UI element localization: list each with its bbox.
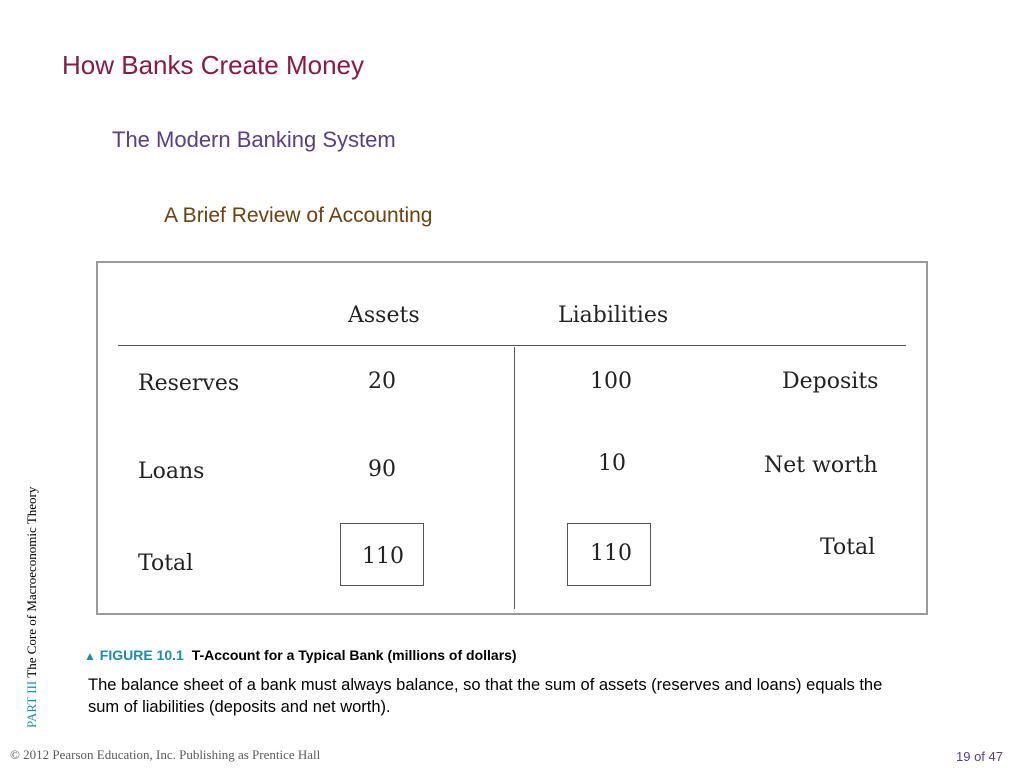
sidebar-part-label [24, 487, 40, 728]
total-liabilities-value: 110 [590, 541, 632, 566]
slide-title: How Banks Create Money [62, 50, 365, 80]
slide-sub-subtitle: A Brief Review of Accounting [164, 204, 433, 227]
slide-subtitle: The Modern Banking System [112, 127, 396, 152]
liability-value-net-worth: 10 [598, 451, 626, 476]
assets-header: Assets [348, 303, 420, 328]
row-label-total-liabilities: Total [820, 535, 876, 560]
t-account-figure [96, 261, 928, 615]
figure-caption-heading [84, 647, 517, 663]
figure-title: T-Account for a Typical Bank (millions of dollars) [191, 647, 517, 663]
figure-number: FIGURE 10.1 [99, 647, 184, 663]
part-number: PART III [24, 680, 39, 728]
row-label-reserves: Reserves [138, 371, 240, 396]
asset-value-loans: 90 [368, 457, 396, 482]
liability-value-deposits: 100 [590, 369, 632, 394]
row-label-net-worth: Net worth [764, 453, 878, 478]
copyright-notice: © 2012 Pearson Education, Inc. Publishing as Prentice Hall [10, 747, 321, 762]
row-label-loans: Loans [138, 459, 205, 484]
asset-value-reserves: 20 [368, 369, 396, 394]
figure-caption-body: The balance sheet of a bank must always balance, so that the sum of assets (reserves and loans) equals the sum of liabilities (deposits and net worth). [88, 676, 883, 716]
page-number: 19 of 47 [956, 749, 1003, 764]
t-account-horizontal-rule [118, 345, 906, 346]
row-label-deposits: Deposits [782, 369, 879, 394]
triangle-up-icon: ▲ [84, 649, 96, 663]
liabilities-header: Liabilities [558, 303, 669, 328]
row-label-total-assets: Total [138, 551, 194, 576]
t-account-vertical-rule [514, 347, 515, 609]
part-title: The Core of Macroeconomic Theory [24, 486, 39, 678]
total-assets-value: 110 [362, 544, 404, 569]
